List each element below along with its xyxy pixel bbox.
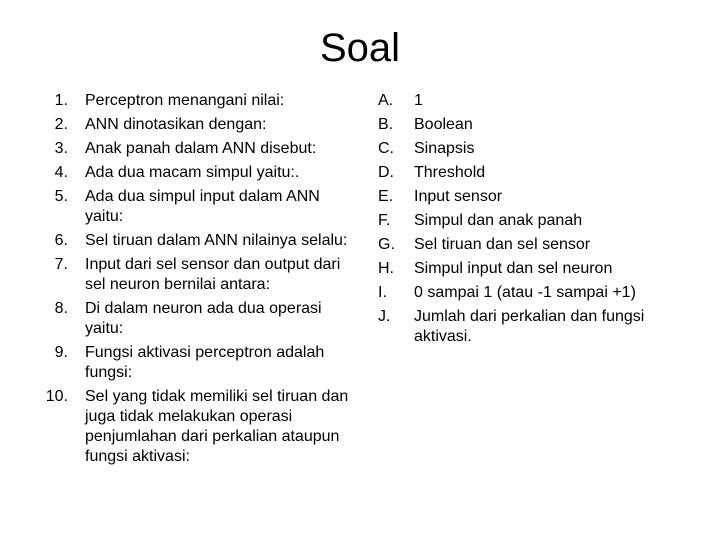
question-number: 1. — [54, 92, 68, 109]
question-item — [34, 387, 356, 467]
answer-text: 1 — [414, 92, 423, 109]
answer-item — [378, 283, 690, 303]
question-number: 9. — [54, 344, 68, 361]
answer-text: Simpul dan anak panah — [414, 212, 583, 229]
answer-item — [378, 91, 690, 111]
question-number: 3. — [54, 140, 68, 157]
answer-letter: H. — [378, 260, 394, 277]
question-item — [34, 299, 356, 339]
question-list — [34, 91, 356, 471]
answer-list — [378, 91, 690, 351]
question-text: Sel yang tidak memiliki sel tiruan dan juga tidak melakukan operasi penjumlahan dari perkalian ataupun fungsi aktivasi: — [85, 388, 349, 465]
answer-text: Threshold — [414, 164, 486, 181]
question-item — [34, 163, 356, 183]
answer-item — [378, 235, 690, 255]
question-text: Ada dua macam simpul yaitu:. — [85, 164, 300, 181]
question-number: 6. — [54, 232, 68, 249]
question-text: Fungsi aktivasi perceptron adalah fungsi: — [85, 344, 325, 381]
answer-text: Boolean — [414, 116, 473, 133]
question-number: 2. — [54, 116, 68, 133]
answer-text: 0 sampai 1 (atau -1 sampai +1) — [414, 284, 636, 301]
answer-item — [378, 259, 690, 279]
question-text: Input dari sel sensor dan output dari sel neuron bernilai antara: — [85, 256, 341, 293]
answer-item — [378, 187, 690, 207]
answer-letter: A. — [378, 92, 394, 109]
answer-item — [378, 307, 690, 347]
answer-letter: J. — [378, 308, 391, 325]
question-text: Ada dua simpul input dalam ANN yaitu: — [85, 188, 320, 225]
question-text: Anak panah dalam ANN disebut: — [85, 140, 317, 157]
answer-text: Sinapsis — [414, 140, 475, 157]
question-text: Perceptron menangani nilai: — [85, 92, 285, 109]
answer-letter: I. — [378, 284, 387, 301]
question-item — [34, 231, 356, 251]
question-item — [34, 343, 356, 383]
question-item — [34, 187, 356, 227]
question-number: 10. — [45, 388, 68, 405]
answer-text: Jumlah dari perkalian dan fungsi aktivasi. — [414, 308, 645, 345]
question-number: 7. — [54, 256, 68, 273]
question-text: ANN dinotasikan dengan: — [85, 116, 267, 133]
question-item — [34, 91, 356, 111]
question-item — [34, 255, 356, 295]
answer-item — [378, 163, 690, 183]
question-item — [34, 115, 356, 135]
answer-letter: E. — [378, 188, 394, 205]
answer-text: Simpul input dan sel neuron — [414, 260, 613, 277]
answer-item — [378, 211, 690, 231]
question-text: Di dalam neuron ada dua operasi yaitu: — [85, 300, 322, 337]
answer-letter: F. — [378, 212, 391, 229]
question-number: 4. — [54, 164, 68, 181]
question-item — [34, 139, 356, 159]
slide-title: Soal — [319, 26, 401, 70]
answer-item — [378, 115, 690, 135]
answer-letter: G. — [378, 236, 395, 253]
answer-text: Sel tiruan dan sel sensor — [414, 236, 591, 253]
answer-item — [378, 139, 690, 159]
question-text: Sel tiruan dalam ANN nilainya selalu: — [85, 232, 348, 249]
answer-letter: C. — [378, 140, 394, 157]
answer-text: Input sensor — [414, 188, 503, 205]
answer-letter: D. — [378, 164, 394, 181]
question-number: 5. — [54, 188, 68, 205]
answer-letter: B. — [378, 116, 394, 133]
question-number: 8. — [54, 300, 68, 317]
